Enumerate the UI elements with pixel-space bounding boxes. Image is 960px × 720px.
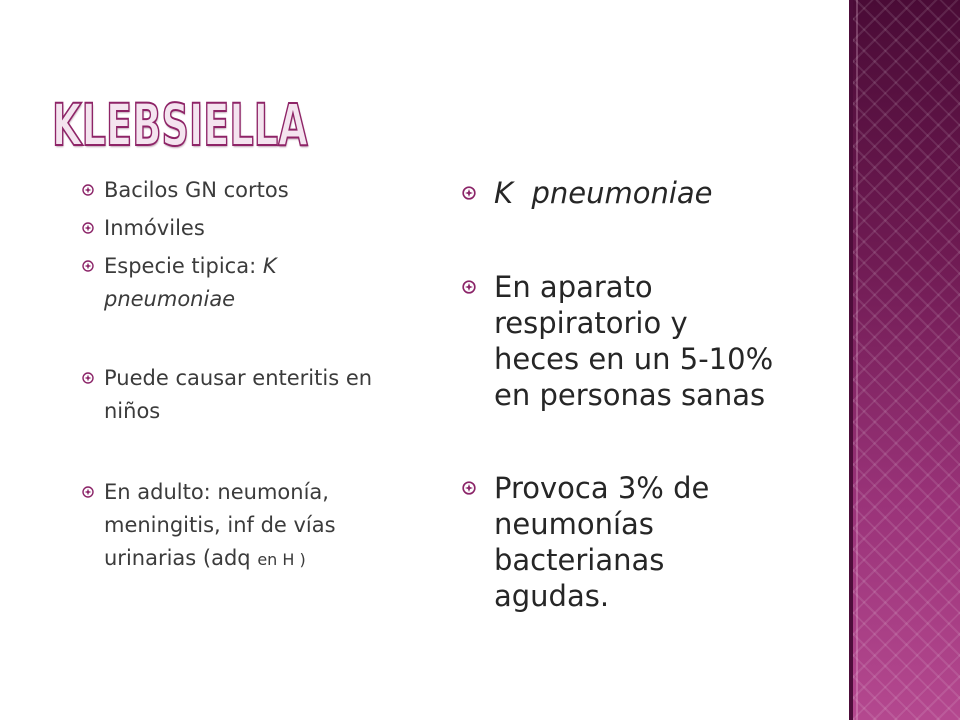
list-item-line: neumonías — [494, 507, 654, 541]
list-item-line: agudas. — [494, 579, 610, 613]
bullet-icon — [82, 486, 94, 498]
bullet-icon — [82, 372, 94, 384]
list-item-text: Especie tipica: — [104, 254, 263, 278]
list-item-text: Bacilos GN cortos — [104, 178, 289, 202]
list-item-line: bacterianas — [494, 543, 665, 577]
list-item-text: Inmóviles — [104, 216, 205, 240]
list-item — [462, 175, 822, 211]
list-item-line: respiratorio y — [494, 306, 688, 340]
list-item-line: Provoca 3% de — [494, 471, 710, 505]
decorative-sidebar — [849, 0, 960, 720]
list-item-text: Puede causar enteritis en niños — [104, 366, 373, 423]
list-item-line: heces en un 5-10% — [494, 342, 774, 376]
sidebar-edge-divider — [856, 0, 858, 720]
bullet-icon — [462, 280, 476, 294]
list-item — [82, 362, 389, 428]
list-item-small-text: en H ) — [257, 550, 306, 569]
species-name-italic: K pneumoniae — [104, 254, 277, 311]
bullet-icon — [82, 260, 94, 272]
list-item — [82, 250, 389, 316]
list-item — [82, 212, 389, 245]
list-item — [82, 174, 389, 207]
bullet-icon — [462, 186, 476, 200]
slide-title: KLEBSIELLA — [52, 91, 308, 159]
list-item-line: en personas sanas — [494, 378, 766, 412]
bullet-icon — [82, 184, 94, 196]
list-item-text: En adulto: neumonía, meningitis, inf de vías urinarias (adq — [104, 480, 336, 570]
list-item-line: En aparato — [494, 270, 653, 304]
list-item — [82, 476, 389, 576]
left-bullet-list — [82, 174, 389, 576]
bullet-icon — [462, 481, 476, 495]
species-heading: K pneumoniae — [494, 176, 713, 210]
right-bullet-list — [462, 175, 822, 614]
bullet-icon — [82, 222, 94, 234]
list-item — [462, 269, 822, 413]
list-item — [462, 470, 822, 614]
